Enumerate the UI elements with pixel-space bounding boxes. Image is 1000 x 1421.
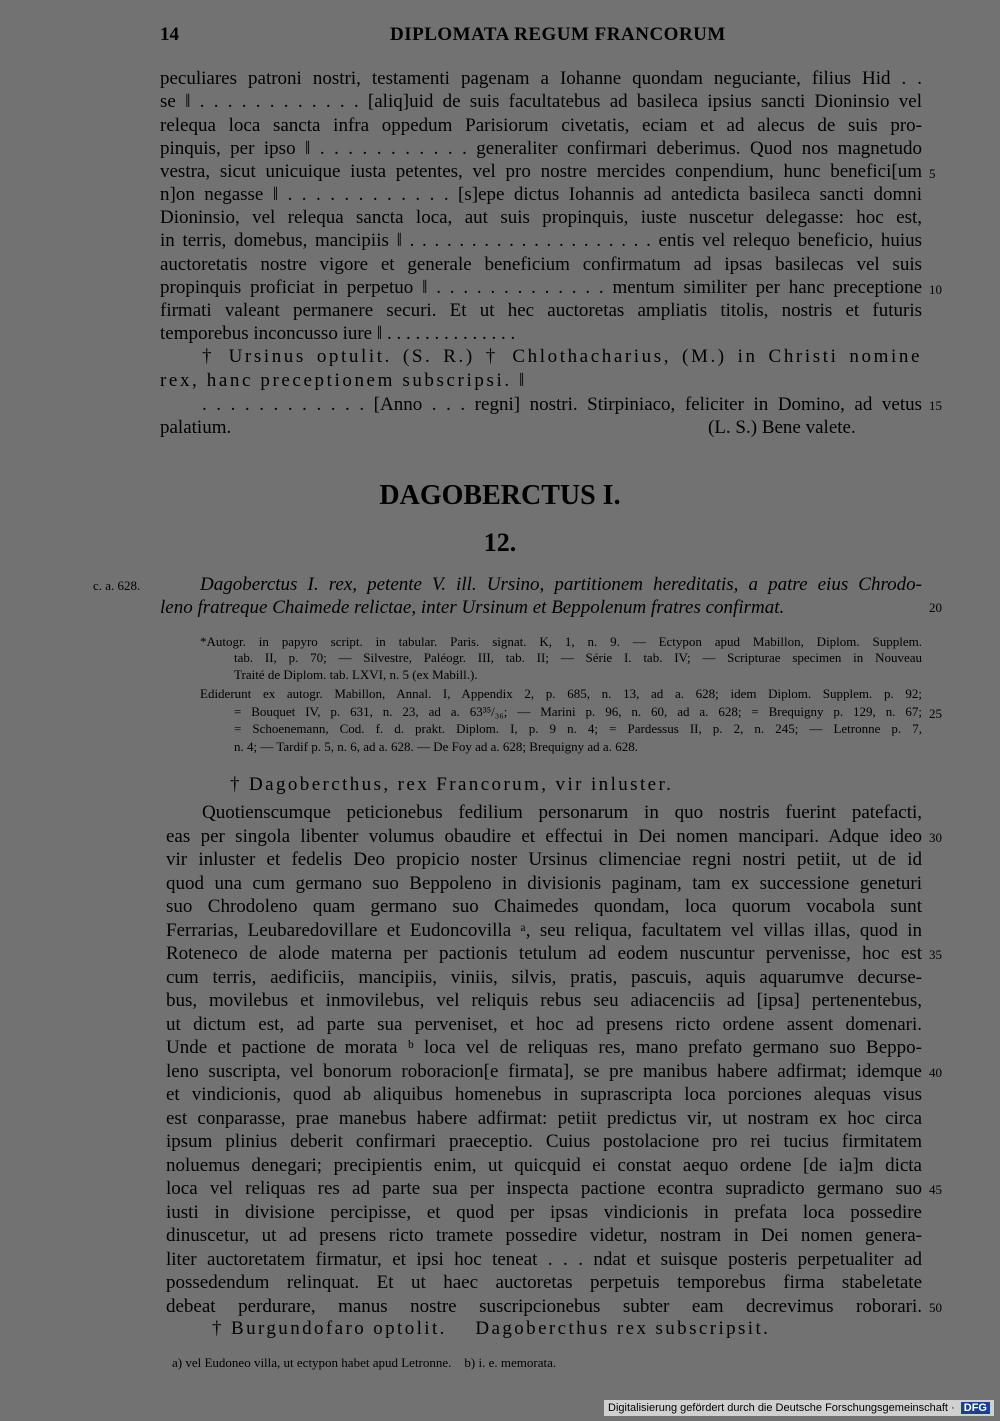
line-number: 30: [929, 830, 942, 845]
text-line: relequa loca sancta infra oppedum Parisiorum civetatis, eciam et ad alecus de suis pro-: [160, 115, 922, 136]
text-line: in terris, domebus, mancipiis ǁ . . . . . . . . . . . . . . . . . . . . entis vel relequo beneficio, huius: [160, 230, 922, 251]
text-line: vestra, sicut unicuique iusta petentes, vel pro nostre mercides conpendium, hunc benefici[um: [160, 161, 922, 182]
text-line: peculiares patroni nostri, testamenti pagenam a Iohanne quondam neguciante, filius Hid . .: [160, 68, 922, 89]
text-line: suo Chrodoleno quam germano suo Chaimedes quondam, loca quorum vocabola sunt: [166, 896, 922, 917]
document-number: 12.: [483, 528, 517, 557]
text-line: se ǁ . . . . . . . . . . . . [aliq]uid de suis facultatebus ad basileca ipsius sancti Dioninsio vel: [160, 91, 922, 112]
text-line: Ferrarias, Leubaredovillare et Eudoncovilla ᵃ, seu reliqua, facultatem vel villas illas, quod in: [166, 920, 922, 941]
signature-line: rex, hanc preceptionem subscripsi. ǁ: [160, 370, 527, 391]
invocation: † Dagobercthus, rex Francorum, vir inluster.: [230, 774, 674, 795]
text-line: bus, movilebus et inmovilebus, vel reliquis rebus seu adiacenciis ad [ipsa] pertenentebus,: [166, 990, 922, 1011]
page-number: 14: [160, 24, 179, 45]
text-line: cum terris, aedificiis, mancipiis, viniis, silvis, pratis, pascuis, aquis aquarumve decurse-: [166, 967, 922, 988]
text-line: eas per singola libenter volumus obaudire et effectui in Dei nomen mancipari. Adque ideo: [166, 826, 922, 847]
text-line: est conparasse, prae manebus habere adfirmat: petiit predictus vir, ut nostram ex hoc circa: [166, 1108, 922, 1129]
source-note: Traité de Diplom. tab. LXVI, n. 5 (ex Mabill.).: [234, 667, 478, 682]
footnotes: a) vel Eudoneo villa, ut ectypon habet apud Letronne. b) i. e. memorata.: [172, 1355, 557, 1370]
text-line: iusti in divisione percipisse, et quod per ipsas vindicionis in prefata loca possedire: [166, 1202, 922, 1223]
text-line: Dioninsio, vel relequa sancta loca, aut suis propinquis, iuste nuscetur delegasse: hoc est,: [160, 207, 922, 228]
closing-signature: † Burgundofaro optolit. Dagobercthus rex subscripsit.: [212, 1318, 771, 1339]
dating-place: palatium.: [160, 417, 232, 438]
dfg-logo: DFG: [961, 1402, 990, 1414]
line-number: 35: [929, 947, 942, 962]
line-number: 10: [929, 282, 942, 297]
text-line: n]on negasse ǁ . . . . . . . . . . . . [s]epe dictus Iohannis ad antedicta basileca sancti domni: [160, 184, 922, 205]
text-line: firmati valeant permanere securi. Et ut hec auctoretas ampliatis titolis, nostris et futuris: [160, 300, 922, 321]
text-line: ipsum plinius deberit confirmari praeceptio. Cuius postolacione pro rei tucius firmitatem: [166, 1131, 922, 1152]
line-number: 40: [929, 1065, 942, 1080]
text-line: loca vel reliquas res ad parte sua per inspecta pactione econtra supradicto germano suo: [166, 1178, 922, 1199]
source-note: *Autogr. in papyro script. in tabular. Paris. signat. K, 1, n. 9. — Ectypon apud Mabillon, Diplom. Supplem.: [200, 634, 922, 649]
text-line: et vindicionis, quod ab aliquibus homenebus in suprascripta loca porciones alequas visus: [166, 1084, 922, 1105]
signature-line: † Ursinus optulit. (S. R.) † Chlothacharius, (M.) in Christi nomine: [202, 346, 922, 367]
text-line: possedendum relinquat. Et ut haec auctoretas perpetuis temporebus firma stabeletate: [166, 1272, 922, 1293]
line-number: 20: [929, 600, 942, 615]
text-line: debeat perdurare, manus nostre suscripcionebus subter eam decrevimus roborari.: [166, 1296, 922, 1317]
text-line: propinquis proficiat in perpetuo ǁ . . . . . . . . . . . . . mentum similiter per hanc preceptione: [160, 277, 922, 298]
text-line: Quotienscumque peticionebus fedilium personarum in quo nostris fuerint patefacti,: [202, 802, 922, 823]
text-line: dinuscetur, ut ad presens ricto tramete possedire videtur, nostram in Dei nomen genera-: [166, 1225, 922, 1246]
source-note: tab. II, p. 70; — Silvestre, Paléogr. III, tab. II; — Série I. tab. IV; — Scripturae specimen in Nouveau: [234, 650, 922, 665]
text-line: leno suscripta, vel bonorum roboracion[e firmata], se pre manibus habere adfirmat; idemque: [166, 1061, 922, 1082]
text-line: quod una cum germano suo Beppoleno in divisionis paginam, tam ex successione geneturi: [166, 873, 922, 894]
text-line: auctoretatis nostre vigore et generale beneficium confirmatum ad ipsas basilecas vel suis: [160, 254, 922, 275]
funding-text: Digitalisierung gefördert durch die Deutsche Forschungsgemeinschaft ·: [608, 1402, 955, 1414]
text-line: temporebus inconcusso iure ǁ . . . . . . . . . . . . . .: [160, 323, 516, 344]
dating-line: . . . . . . . . . . . . [Anno . . . regni] nostri. Stirpiniaco, feliciter in Domino, ad vetus: [202, 394, 922, 415]
king-heading: DAGOBERCTUS I.: [379, 480, 621, 511]
line-number: 25: [929, 706, 942, 721]
funding-footer: [604, 1400, 994, 1416]
seal-and-valediction: (L. S.) Bene valete.: [708, 417, 856, 438]
line-number: 15: [929, 398, 942, 413]
source-note: Ediderunt ex autogr. Mabillon, Annal. I, Appendix 2, p. 685, n. 13, ad a. 628; idem Diplom. Supplem. p. 92;: [200, 686, 922, 701]
text-line: liter auctoretatem firmatur, et ipsi hoc teneat . . . ndat et suisque posteris perpetualiter ad: [166, 1249, 922, 1270]
text-line: ut dictum est, ad parte sua perveniset, et hoc ad presens ricto ordene assent domenari.: [166, 1014, 922, 1035]
line-number: 50: [929, 1300, 942, 1315]
source-note: n. 4; — Tardif p. 5, n. 6, ad a. 628. — De Foy ad a. 628; Brequigny ad a. 628.: [234, 739, 638, 754]
rubric-line: Dagoberctus I. rex, petente V. ill. Ursino, partitionem hereditatis, a patre eius Chrodo-: [200, 574, 922, 595]
running-title: DIPLOMATA REGUM FRANCORUM: [390, 24, 726, 45]
text-line: Unde et pactione de morata ᵇ loca vel de reliquas res, mano prefato germano suo Beppo-: [166, 1037, 922, 1058]
text-line: noluemus denegari; precipientis enim, ut quicquid ei constat aequo ordene [de ia]m dicta: [166, 1155, 922, 1176]
text-line: Roteneco de alode materna per pactionis tetulum ad eodem nuscuntur pervenisse, hoc est: [166, 943, 922, 964]
text-line: pinquis, per ipso ǁ . . . . . . . . . . . generaliter confirmari deberimus. Quod nos magnetudo: [160, 138, 922, 159]
source-note: = Bouquet IV, p. 631, n. 23, ad a. 63³⁵/₃₆; — Marini p. 96, n. 60, ad a. 628; = Brequigny p. 129, n. 67;: [234, 704, 922, 719]
source-note: = Schoenemann, Cod. f. d. prakt. Diplom. I, p. 9 n. 4; = Pardessus II, p. 2, n. 245; — Letronne p. 7,: [234, 721, 922, 736]
line-number: 5: [929, 166, 936, 181]
text-line: vir inluster et fedelis Deo propicio noster Ursinus climenciae regni nostri petiit, ut de id: [166, 849, 922, 870]
rubric-line: leno fratreque Chaimede relictae, inter Ursinum et Beppolenum fratres confirmat.: [160, 597, 785, 618]
line-number: 45: [929, 1182, 942, 1197]
document-date: c. a. 628.: [93, 578, 141, 593]
